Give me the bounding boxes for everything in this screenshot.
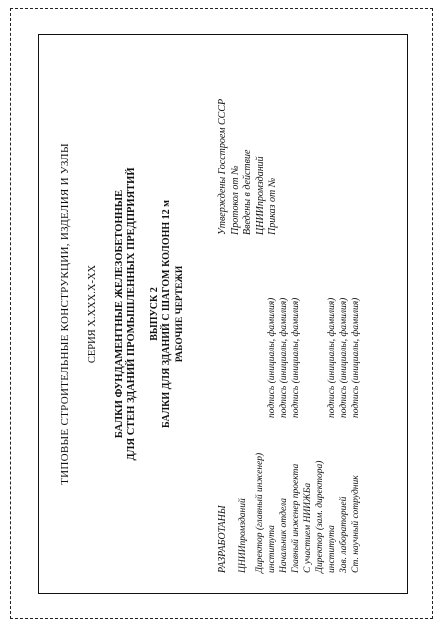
signature-placeholder: подпись (инициалы, фамилия) bbox=[339, 297, 349, 418]
role-label: института bbox=[327, 525, 337, 573]
approval-line-2: Протокол от № bbox=[229, 165, 241, 235]
signature-block bbox=[217, 55, 397, 573]
role-label: Ст. научный сотрудник bbox=[351, 475, 361, 573]
approval-section bbox=[217, 55, 280, 235]
issue-subtitle: БАЛКИ ДЛЯ ЗДАНИЙ С ШАГОМ КОЛОНН 12 м bbox=[161, 200, 172, 428]
signature-placeholder: подпись (инициалы, фамилия) bbox=[351, 297, 361, 418]
approval-line-1: Утверждены Госстроем СССР bbox=[217, 98, 228, 235]
developer-org: ЦНИИпромзданий bbox=[238, 498, 248, 573]
role-label: Директор (главный инженер) bbox=[255, 452, 265, 573]
role-label: Начальник отдела bbox=[279, 497, 289, 573]
series-code: СЕРИЯ Х.ХХХ.Х-ХХ bbox=[87, 264, 98, 364]
approval-line-5: Приказ от № bbox=[267, 177, 278, 235]
developer-row bbox=[266, 243, 278, 573]
developer-row bbox=[302, 243, 314, 573]
signature-placeholder: подпись (инициалы, фамилия) bbox=[291, 297, 301, 418]
signature-placeholder: подпись (инициалы, фамилия) bbox=[279, 297, 289, 418]
signature-placeholder: подпись (инициалы, фамилия) bbox=[327, 297, 337, 418]
role-label: Главный инженер проекта bbox=[291, 463, 301, 573]
approval-line-3: Введены в действие bbox=[242, 149, 253, 235]
main-title-line1: БАЛКИ ФУНДАМЕНТНЫЕ ЖЕЛЕЗОБЕТОННЫЕ bbox=[114, 189, 125, 439]
working-drawings-label: РАБОЧИЕ ЧЕРТЕЖИ bbox=[175, 265, 185, 363]
issue-number: ВЫПУСК 2 bbox=[149, 287, 160, 341]
developer-row bbox=[254, 243, 266, 573]
developer-row bbox=[350, 243, 362, 573]
document-title: ТИПОВЫЕ СТРОИТЕЛЬНЫЕ КОНСТРУКЦИИ, ИЗДЕЛИЯ И УЗЛЫ bbox=[59, 143, 71, 485]
role-label: Директор (зам. директора) bbox=[315, 460, 325, 573]
developer-row bbox=[278, 243, 290, 573]
title-sheet-frame bbox=[38, 34, 408, 594]
developers-section bbox=[217, 243, 362, 573]
role-label: Зав. лабораторией bbox=[339, 496, 349, 573]
developer-row bbox=[338, 243, 350, 573]
main-title-line2: ДЛЯ СТЕН ЗДАНИЙ ПРОМЫШЛЕННЫХ ПРЕДПРИЯТИЙ bbox=[126, 167, 137, 461]
approval-line-4: ЦНИИпромзданий bbox=[254, 156, 266, 235]
role-label: института bbox=[267, 525, 277, 573]
developers-heading: РАЗРАБОТАНЫ bbox=[217, 505, 228, 573]
developer-row bbox=[314, 243, 326, 573]
signature-placeholder: подпись (инициалы, фамилия) bbox=[267, 297, 277, 418]
role-label: С участием НИИЖБа bbox=[303, 482, 313, 573]
developer-row bbox=[326, 243, 338, 573]
developer-row bbox=[290, 243, 302, 573]
rotated-title-block bbox=[39, 35, 409, 595]
